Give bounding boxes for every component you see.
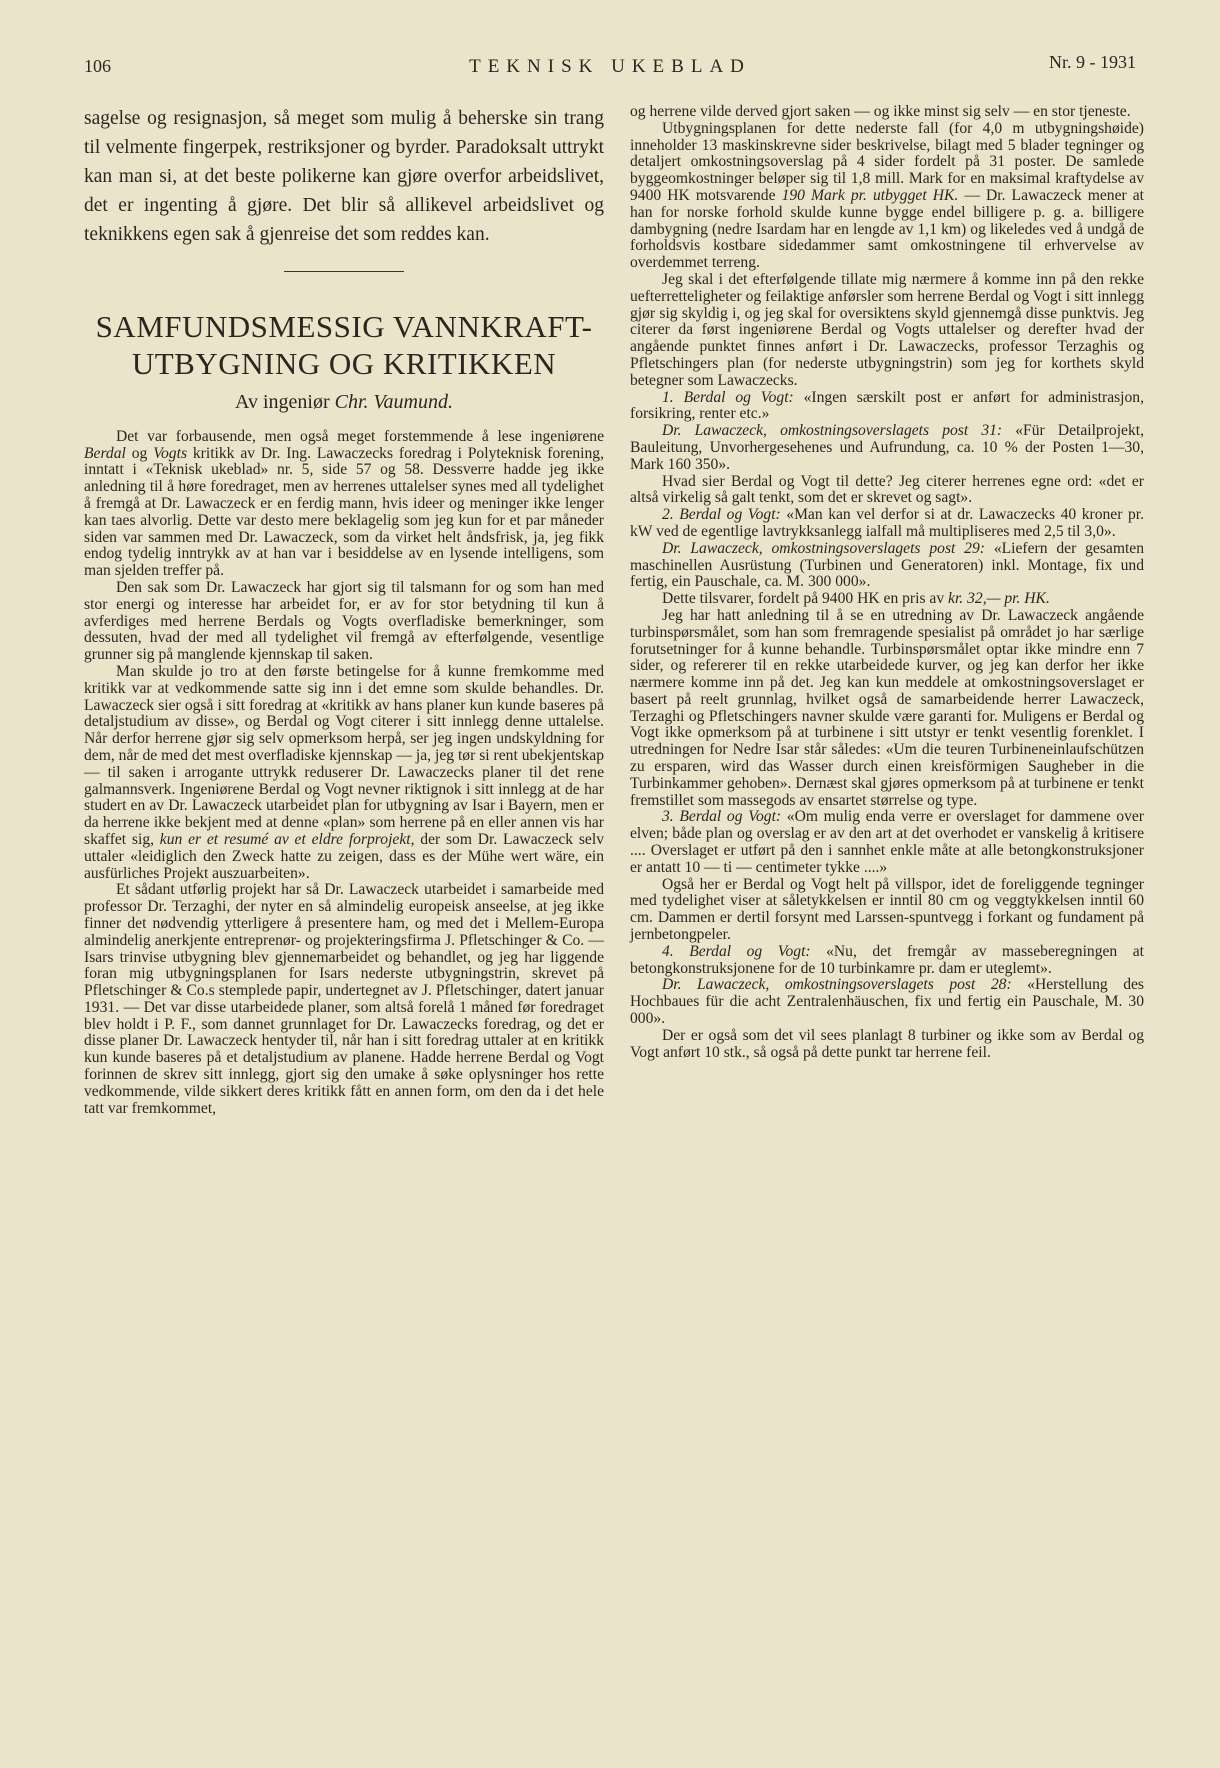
- name-emphasis: Vogts: [153, 444, 188, 462]
- name-emphasis: Berdal: [84, 444, 126, 462]
- text-run: «Nu, det fremgår av masseberegningen at betongkonstruksjonene for de 10 turbinkamre pr. dam er uteglemt».: [630, 942, 1144, 977]
- paragraph: Jeg har hatt anledning til å se en utredning av Dr. Lawaczeck angående turbinspørsmålet, som han som fremragende spesialist på området jo har særlige forutsetninger for å kunne behandle. Turbinspørsmålet optar ikke mindre enn 7 sider, og refererer til en rekke utarbeidede kurver, og jeg kan derfor her ikke nærmere komme inn på det. Jeg kan kun meddele at omkostningsoverslaget er basert på reelt grunnlag, hvilket også de samarbeidende herrer Lawaczeck, Terzaghi og Pfletschingers navner skulde være garanti for. Muligens er Berdal og Vogt ikke opmerksom på at turbinene i sitt utstyr er tenkt vesentlig forenklet. I utredningen for Nedre Isar står således: «Um die teuren Turbineneinlaufschützen zu ersparen, wird das Wasser durch einen kreisförmigen Saugheber in die Turbinkammer gehoben». Dernæst skal gjøres opmerksom på at turbinene er tenkt fremstillet som massegods av ensartet størrelse og type.: [630, 606, 1144, 809]
- byline: [84, 391, 604, 413]
- text-run: kritikk av Dr. Ing. Lawaczecks foredrag i Polyteknisk forening, inntatt i «Teknisk ukeblad» nr. 5, side 57 og 58. Dessverre hadde jeg ikke anledning til å høre foredraget, men av herrenes uttalelser synes med all tydelighet å fremgå at Dr. Lawaczeck er en ferdig mann, hvis ideer og meninger ikke lenger kan taes alvorlig. Dette var desto mere beklagelig som jeg kun for et par måneder siden var sammen med Dr. Lawaczeck, som da virket helt åndsfrisk, ja, jeg fikk endog tydelig inntrykk av at han var i besiddelse av en lysende intelligens, som man sjelden treffer på.: [84, 444, 605, 580]
- paragraph: Den sak som Dr. Lawaczeck har gjort sig til talsmann for og som han med stor energi og interesse har arbeidet for, er av for stor betydning til kun å avferdiges med herrene Berdals og Vogts overfladiske bemerkninger, som dessuten, hvad der med all tydelighet vil fremgå av efterfølgende, vesentlige grunner sig på manglende kjennskap til saken.: [84, 578, 604, 664]
- paragraph: og herrene vilde derved gjort saken — og ikke minst sig selv — en stor tjeneste.: [630, 103, 1131, 120]
- point-label: 3. Berdal og Vogt:: [662, 808, 782, 826]
- headline-line-1: SAMFUNDSMESSIG VANNKRAFT-: [95, 309, 593, 344]
- text-run: der som Dr. Lawaczeck selv uttaler «leidiglich den Zweck hatte zu zeigen, dass es der Mühe wert wäre, ein ausfürliches Projekt auszuarbeiten».: [84, 830, 604, 882]
- journal-title: TEKNISK UKEBLAD: [469, 56, 751, 77]
- point-3: [630, 809, 1144, 876]
- text-run: «Om mulig enda verre er overslaget for dammene over elven; både plan og overslag er av den art at det overhodet er vanskelig å kritisere .... Overslaget er utført på den i sannhet enkle måte at alle betongkonstruksjoner er antatt 10 — ti — centimeter tykke ....»: [630, 808, 1145, 876]
- text-run: — Dr. Lawaczeck mener at han for norske forhold skulde kunne bygge endel billigere p. g. a. billigere dambygning (nedre Isardam har en lengde av 1,1 km) og likeledes ved å undgå de forholdsvis kostbare sidedammer samt omkostningene til erhvervelse av overdemmet terreng.: [630, 186, 1144, 272]
- point-1: [630, 390, 1144, 424]
- text-run: «Man kan vel derfor si at dr. Lawaczecks 40 kroner pr. kW ved de egentlige lavtrykksanlegg ialfall må multipliseres med 2,5 til 3,0».: [630, 506, 1144, 540]
- running-head: [84, 52, 1136, 80]
- point-2: [630, 507, 1144, 541]
- point-label: Dr. Lawaczeck, omkostningsoverslagets post 31:: [662, 422, 1003, 440]
- paragraph: [630, 591, 1144, 608]
- point-2-reply: [630, 541, 1144, 591]
- point-4-reply: [630, 977, 1144, 1027]
- issue-number: Nr. 9 - 1931: [1049, 52, 1136, 72]
- point-4: [630, 944, 1144, 978]
- left-column: [84, 104, 604, 1117]
- point-label: 1. Berdal og Vogt:: [662, 388, 794, 406]
- paragraph: [630, 121, 1144, 272]
- point-label: Dr. Lawaczeck, omkostningsoverslagets post 28:: [662, 976, 1012, 994]
- text-run: Utbygningsplanen for dette nederste fall (for 4,0 m utbygningshøide) inneholder 13 maskinskrevne sider beskrivelse, bilagt med 5 blader tegninger og detaljert omkostningsoverslag på 4 sider fordelt på 31 poster. De samlede byggeomkostninger beløper sig til 1,8 mill. Mark for en maksimal kraftydelse av 9400 HK motsvarende: [630, 119, 1144, 204]
- paragraph: Der er også som det vil sees planlagt 8 turbiner og ikke som av Berdal og Vogt anført 10 stk., så også på dette punkt tar herrene feil.: [630, 1026, 1144, 1061]
- byline-prefix: Av ingeniør: [235, 391, 330, 413]
- text-run: «Ingen særskilt post er anført for administrasjon, forsikring, renter etc.»: [630, 388, 1145, 423]
- paragraph: Et sådant utførlig projekt har så Dr. Lawaczeck utarbeidet i samarbeide med professor Dr. Terzaghi, der nyter en så almindelig europeisk anseelse, at jeg ikke finner det nødvendig ytterligere å presentere ham, og med det i Mellem-Europa almindelig anerkjente entreprenør- og projekteringsfirma J. Pfletschinger & Co. — Isars trinvise utbygning blev gjennemarbeidet og behandlet, og jeg har liggende foran mig utbygningsplanen for Isars nederste utbygningstrin, skrevet på Pfletschinger & Co.s stemplede papir, undertegnet av J. Pfletschinger, datert januar 1931. — Det var disse utarbeidede planer, som altså forelå 1 måned før foredraget blev holdt i P. F., som dannet grunnlaget for Dr. Lawaczecks foredrag, og det er disse planer Dr. Lawaczeck hentyder til, når han i sitt foredrag uttaler at en kritikk kun kunde baseres på et detaljstudium av planene. Hadde herrene Berdal og Vogt forinnen de skrev sitt innlegg, gjort sig den umake å søke oplysninger hos rette vedkommende, vilde sikkert deres kritikk fått en annen form, om den da i det hele tatt var fremkommet,: [84, 881, 604, 1117]
- text-run: Dette tilsvarer, fordelt på 9400 HK en pris av: [662, 590, 949, 608]
- text-run: Det var forbausende, men også meget forstemmende å lese ingeniørene: [116, 427, 604, 445]
- section-divider: [284, 271, 404, 272]
- point-label: 4. Berdal og Vogt:: [662, 942, 811, 960]
- emphasis: 190 Mark pr. utbygget HK.: [781, 186, 959, 204]
- page-number: 106: [84, 56, 111, 76]
- text-run: «Liefern der gesamten maschinellen Ausrüstung (Turbinen und Generatoren) inkl. Montage, fix und fertig, ein Pauschale, ca. M. 300 000».: [630, 539, 1144, 591]
- paragraph: Hvad sier Berdal og Vogt til dette? Jeg citerer herrenes egne ord: «det er altså virkelig så galt tenkt, som det er skrevet og sagt».: [630, 472, 1144, 507]
- paragraph: Jeg skal i det efterfølgende tillate mig nærmere å komme inn på den rekke uefterretteligheter og feilaktige anførsler som herrene Berdal og Vogt i sitt innlegg gjør sig skyldig i, og jeg skal for oversiktens skyld gjennemgå disse punktvis. Jeg citerer da først ingeniørene Berdal og Vogts uttalelser og derefter hvad der angående punktet finnes anført i Dr. Lawaczecks, professor Terzaghis og Pfletschingers plan (for nederste utbygningstrin) som jeg for korthets skyld betegner som Lawaczecks.: [630, 270, 1144, 389]
- paragraph: [84, 664, 604, 882]
- paragraph: Også her er Berdal og Vogt helt på villspor, idet de foreliggende tegninger med tydelighet viser at såletykkelsen er inntil 80 cm og veggtykkelsen inntil 60 cm. Dammen er dertil forsynt med Larssen-spuntvegg i forkant og fundament på jernbetongpeler.: [630, 875, 1144, 944]
- paragraph: [84, 429, 604, 580]
- point-label: 2. Berdal og Vogt:: [662, 506, 781, 524]
- point-label: Dr. Lawaczeck, omkostningsoverslagets post 29:: [662, 539, 985, 557]
- intro-paragraph: sagelse og resignasjon, så meget som mulig å beherske sin trang til velmente fingerpek, restriksjoner og byrder. Paradoksalt uttrykt kan man si, at det beste polikerne kan gjøre overfor arbeidslivet, det er ingenting å gjøre. Det blir så allikevel arbeidslivet og teknikkens egen sak å gjenreise det som reddes kan.: [84, 108, 604, 245]
- text-run: Man skulde jo tro at den første betingelse for å kunne fremkomme med kritikk var at vedkommende satte sig inn i det emne som skulde behandles. Dr. Lawaczeck sier også i sitt foredrag at «kritikk av hans planer kun kunde baseres på detaljstudium av disse», og Berdal og Vogt citerer i sitt innlegg denne uttalelse. Når derfor herrene gjør sig selv opmerksom herpå, ser jeg ingen undskyldning for dem, når de med det mest overfladiske kjennskap — ja, jeg tør si rent ubekjentskap — til saken i arrogante uttrykk reduserer Dr. Lawaczecks planer til det rene galmannsverk. Ingeniørene Berdal og Vogt nevner riktignok i sitt innlegg at de har studert en av Dr. Lawaczeck utarbeidet plan for utbygning av Isar i Bayern, men er da herrene ikke bekjent med at denne «plan» som herrene på en eller annen vis har skaffet sig,: [84, 662, 604, 848]
- emphasis: kun er et resumé av et eldre forprojekt,: [159, 830, 415, 848]
- text-run: «Für Detailprojekt, Bauleitung, Unvorhergesehenes und Aufrundung, ca. 10 % der Posten 1—30, Mark 160 350».: [630, 422, 1144, 473]
- byline-author: Chr. Vaumund.: [334, 391, 453, 413]
- article-headline: [84, 308, 604, 382]
- emphasis: kr. 32,— pr. HK.: [948, 590, 1050, 608]
- text-run: og: [125, 444, 154, 462]
- text-run: «Herstellung des Hochbaues für die acht Zentralenhäuschen, fix und fertig ein Pauschale, M. 30 000».: [630, 976, 1144, 1028]
- point-1-reply: [630, 423, 1144, 473]
- right-column: [630, 104, 1144, 1061]
- headline-line-2: UTBYGNING OG KRITIKKEN: [131, 346, 557, 381]
